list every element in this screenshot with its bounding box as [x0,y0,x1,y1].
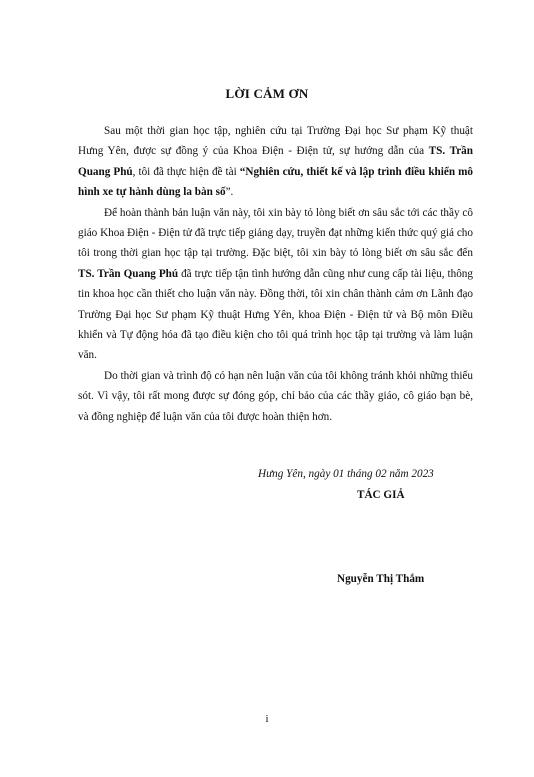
document-body [78,121,473,427]
supervisor-name: TS. Trần Quang Phú [78,145,473,178]
signature-role: TÁC GIẢ [357,489,405,501]
supervisor-name: TS. Trần Quang Phú [78,267,179,280]
paragraph-2-text-2: đã trực tiếp tận tình hướng dẫn cũng như cung cấp tài liệu, thông tin khoa học cần thiết cho luận văn này. Đồng thời, tôi xin chân thành cảm ơn Lãnh đạo Trường Đại học Sư phạm Kỹ thuật Hưng Yên, khoa Điện - Điện tử và Bộ môn Điều khiển và Tự động hóa đã tạo điều kiện cho tôi quá trình học tập tại trường và làm luận văn. [78,267,473,362]
signature-place-date: Hưng Yên, ngày 01 tháng 02 năm 2023 [258,468,434,480]
paragraph-1 [78,121,473,203]
paragraph-1-text-3: ”. [225,186,234,199]
paragraph-1-text-2: , tôi đã thực hiện đề tài [132,165,240,178]
page-number: i [265,713,269,725]
paragraph-2-text-1: Để hoàn thành bản luận văn này, tôi xin bày tỏ lòng biết ơn sâu sắc tới các thầy cô giáo Khoa Điện - Điện tử đã trực tiếp giảng dạy, truyền đạt những kiến thức quý giá cho tôi trong thời gian học tập tại trường. Đặc biệt, tôi xin bày tỏ lòng biết ơn sâu sắc đến [78,206,473,260]
page-title: LỜI CẢM ƠN [225,86,309,101]
paragraph-2 [78,203,473,366]
paragraph-3-text-1: Do thời gian và trình độ có hạn nên luận văn của tôi không tránh khỏi những thiếu sót. Vì vậy, tôi rất mong được sự đóng góp, chỉ bảo của các thầy giáo, cô giáo bạn bè, và đồng nghiệp để luận văn của tôi được hoàn thiện hơn. [78,369,473,423]
thesis-topic: “Nghiên cứu, thiết kế và lập trình điều khiển mô hình xe tự hành dùng la bàn số [78,165,473,199]
author-name: Nguyễn Thị Thắm [337,573,425,585]
paragraph-1-text-1: Sau một thời gian học tập, nghiên cứu tại Trường Đại học Sư phạm Kỹ thuật Hưng Yên, được sự đồng ý của Khoa Điện - Điện tử, sự hướng dẫn của [78,125,473,158]
paragraph-3 [78,366,473,427]
